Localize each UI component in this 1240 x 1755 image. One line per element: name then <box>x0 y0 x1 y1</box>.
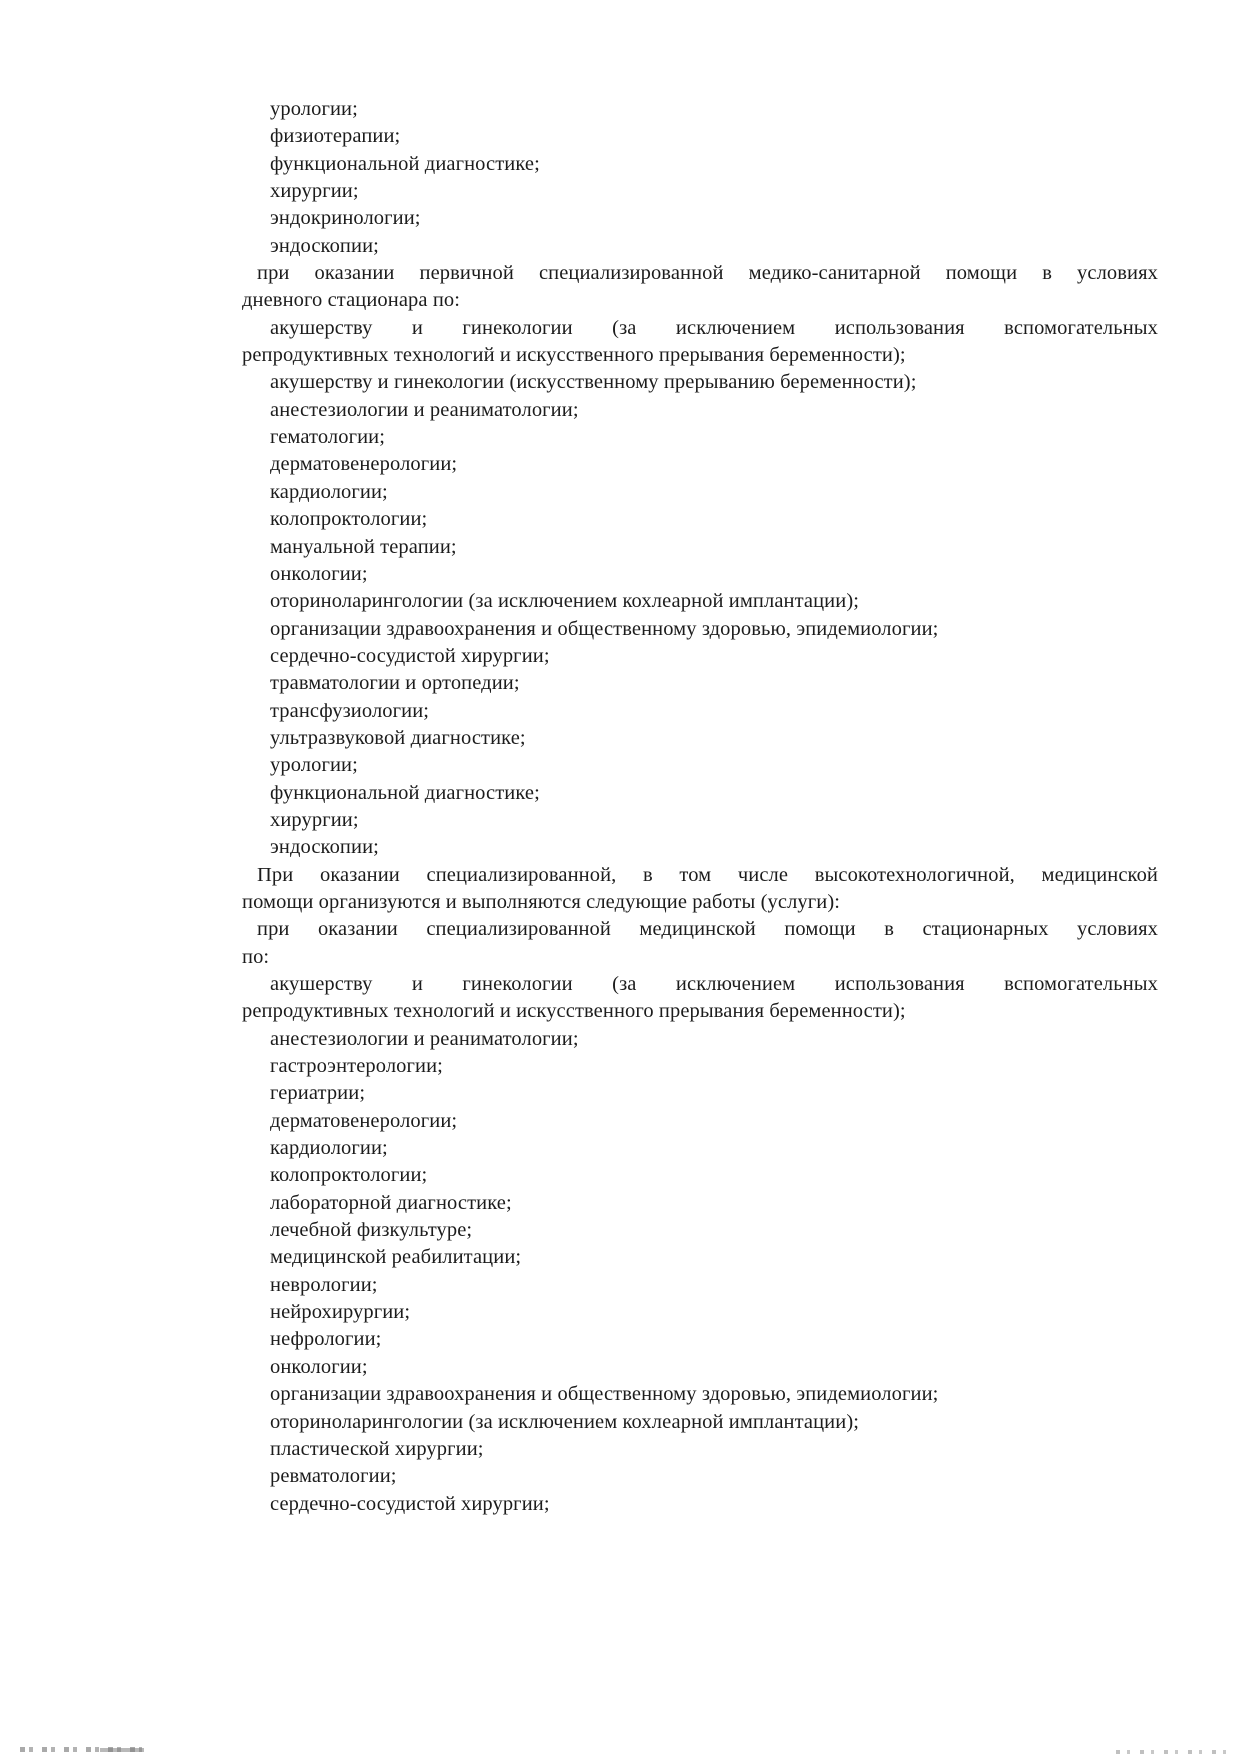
text-line: гематологии; <box>270 426 386 449</box>
text-line: организации здравоохранения и общественному здоровью, эпидемиологии; <box>270 1383 939 1406</box>
text-line: ультразвуковой диагностике; <box>270 726 526 749</box>
text-line: хирургии; <box>270 180 359 203</box>
scan-artifact-bottom-right <box>1116 1750 1234 1754</box>
scan-artifact-bottom-left-dense <box>100 1748 144 1752</box>
text-line: нейрохирургии; <box>270 1301 411 1324</box>
text-line: репродуктивных технологий и искусственного прерывания беременности); <box>242 344 906 367</box>
text-line: онкологии; <box>270 1355 368 1378</box>
text-line: колопроктологии; <box>270 508 428 531</box>
text-line: кардиологии; <box>270 1137 388 1160</box>
text-line: сердечно-сосудистой хирургии; <box>270 1492 550 1515</box>
text-line: помощи организуются и выполняются следующие работы (услуги): <box>242 890 841 913</box>
text-line: эндоскопии; <box>270 836 379 859</box>
text-line: анестезиологии и реаниматологии; <box>270 1027 579 1050</box>
text-line: пластической хирургии; <box>270 1437 484 1460</box>
text-line: эндокринологии; <box>270 207 421 230</box>
text-line: урологии; <box>270 754 358 777</box>
text-line: оториноларингологии (за исключением кохлеарной имплантации); <box>270 590 860 613</box>
text-line: дневного стационара по: <box>242 289 461 312</box>
text-line: при оказании первичной специализированной медико-санитарной помощи в условиях <box>257 262 1158 285</box>
text-line: оториноларингологии (за исключением кохлеарной имплантации); <box>270 1410 860 1433</box>
text-line: нефрологии; <box>270 1328 382 1351</box>
text-line: сердечно-сосудистой хирургии; <box>270 644 550 667</box>
text-line: хирургии; <box>270 808 359 831</box>
text-line: гастроэнтерологии; <box>270 1055 443 1078</box>
text-line: дерматовенерологии; <box>270 1109 458 1132</box>
text-line: колопроктологии; <box>270 1164 428 1187</box>
text-line: анестезиологии и реаниматологии; <box>270 398 579 421</box>
text-line: гериатрии; <box>270 1082 366 1105</box>
text-line: ревматологии; <box>270 1465 397 1488</box>
text-line: физиотерапии; <box>270 125 401 148</box>
text-line: травматологии и ортопедии; <box>270 672 520 695</box>
text-line: медицинской реабилитации; <box>270 1246 522 1269</box>
text-line: функциональной диагностике; <box>270 152 540 175</box>
text-line: лечебной физкультуре; <box>270 1219 473 1242</box>
text-line: организации здравоохранения и общественному здоровью, эпидемиологии; <box>270 617 939 640</box>
text-line: дерматовенерологии; <box>270 453 458 476</box>
text-line: неврологии; <box>270 1273 378 1296</box>
text-line: репродуктивных технологий и искусственного прерывания беременности); <box>242 1000 906 1023</box>
text-line: по: <box>242 945 270 968</box>
text-line: онкологии; <box>270 562 368 585</box>
text-line: лабораторной диагностике; <box>270 1191 512 1214</box>
text-line: кардиологии; <box>270 480 388 503</box>
text-line: трансфузиологии; <box>270 699 430 722</box>
text-line: При оказании специализированной, в том числе высокотехнологичной, медицинской <box>257 863 1158 886</box>
text-line: мануальной терапии; <box>270 535 457 558</box>
text-line: функциональной диагностике; <box>270 781 540 804</box>
text-line: эндоскопии; <box>270 234 379 257</box>
text-line: акушерству и гинекологии (за исключением использования вспомогательных <box>270 973 1158 995</box>
text-line: акушерству и гинекологии (за исключением использования вспомогательных <box>270 316 1158 339</box>
text-line: при оказании специализированной медицинской помощи в стационарных условиях <box>257 918 1158 941</box>
text-lines <box>242 96 1158 1518</box>
text-line: урологии; <box>270 98 358 120</box>
text-line: акушерству и гинекологии (искусственному прерыванию беременности); <box>270 371 917 394</box>
